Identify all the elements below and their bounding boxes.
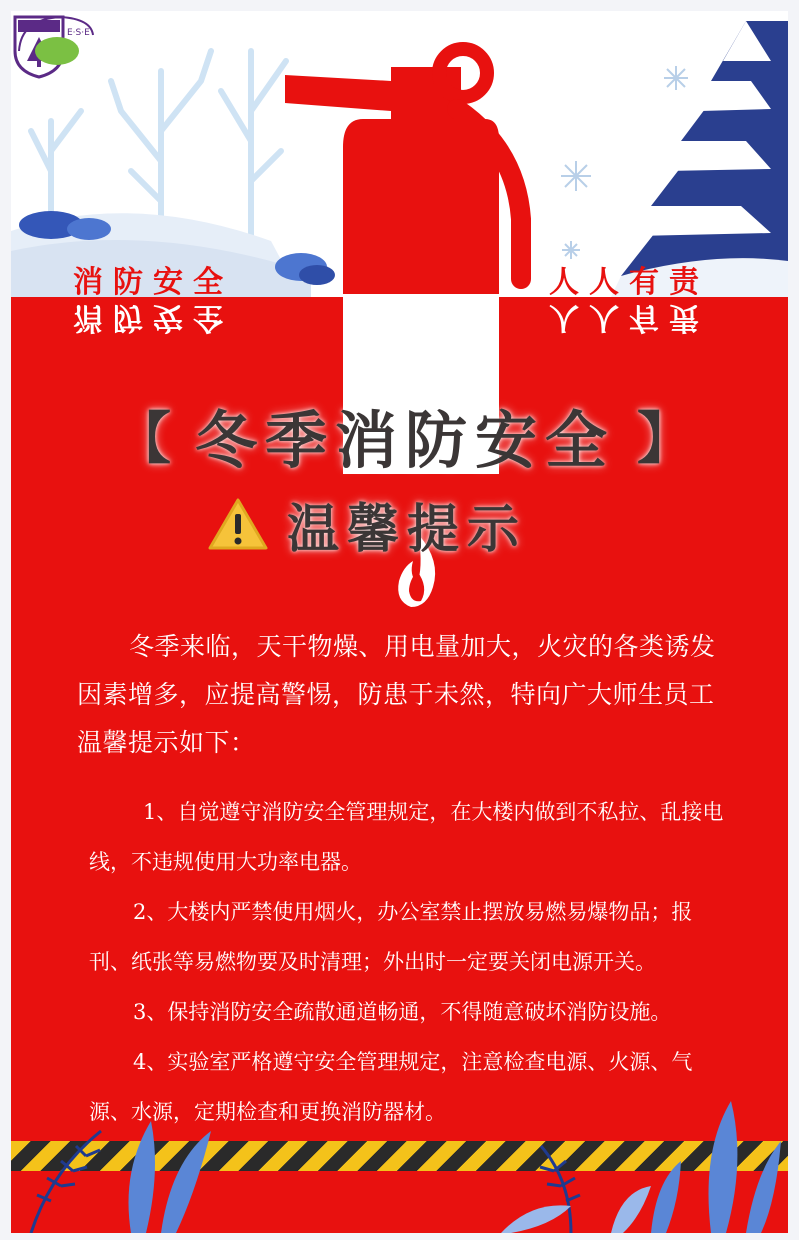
- slogan-everyone-responsible-reflection: 人人有责: [549, 300, 709, 335]
- title-text: 冬季消防安全: [194, 403, 615, 477]
- fire-safety-poster: [11, 11, 788, 1233]
- rule-item-3: 3、保持消防安全疏散通道畅通，不得随意破坏消防设施。: [133, 1000, 672, 1024]
- slogan-everyone-responsible: 人人有责: [549, 265, 709, 300]
- title-bracket-close: 】: [636, 407, 695, 472]
- rule-item-4: 4、实验室严格遵守安全管理规定，注意检查电源、火源、气源、水源，定期检查和更换消防器材。: [89, 1050, 693, 1124]
- slogan-fire-safety-reflection: 消防安全: [73, 300, 233, 335]
- ese-logo: [11, 11, 97, 71]
- rule-item-1: 1、自觉遵守消防安全管理规定，在大楼内做到不私拉、乱接电线，不违规使用大功率电器。: [89, 800, 724, 874]
- ese-logo-letters: E·S·E: [67, 28, 90, 38]
- subtitle-row: [207, 489, 527, 559]
- decorative-plants: [11, 1091, 788, 1233]
- page-title: [115, 395, 695, 475]
- title-bracket-open: 【: [115, 407, 173, 472]
- slogan-fire-safety: 消防安全: [73, 265, 233, 300]
- warning-icon: [207, 496, 269, 552]
- intro-paragraph: 冬季来临，天干物燥、用电量加大，火灾的各类诱发因素增多，应提高警惕，防患于未然，特向广大师生员工温馨提示如下：: [77, 632, 716, 757]
- safety-rules-list: [89, 787, 729, 1137]
- subtitle-warm-reminder: 温馨提示: [287, 499, 528, 560]
- rule-item-2: 2、大楼内严禁使用烟火，办公室禁止摆放易燃易爆物品；报刊、纸张等易燃物要及时清理；外出时一定要关闭电源开关。: [89, 900, 693, 974]
